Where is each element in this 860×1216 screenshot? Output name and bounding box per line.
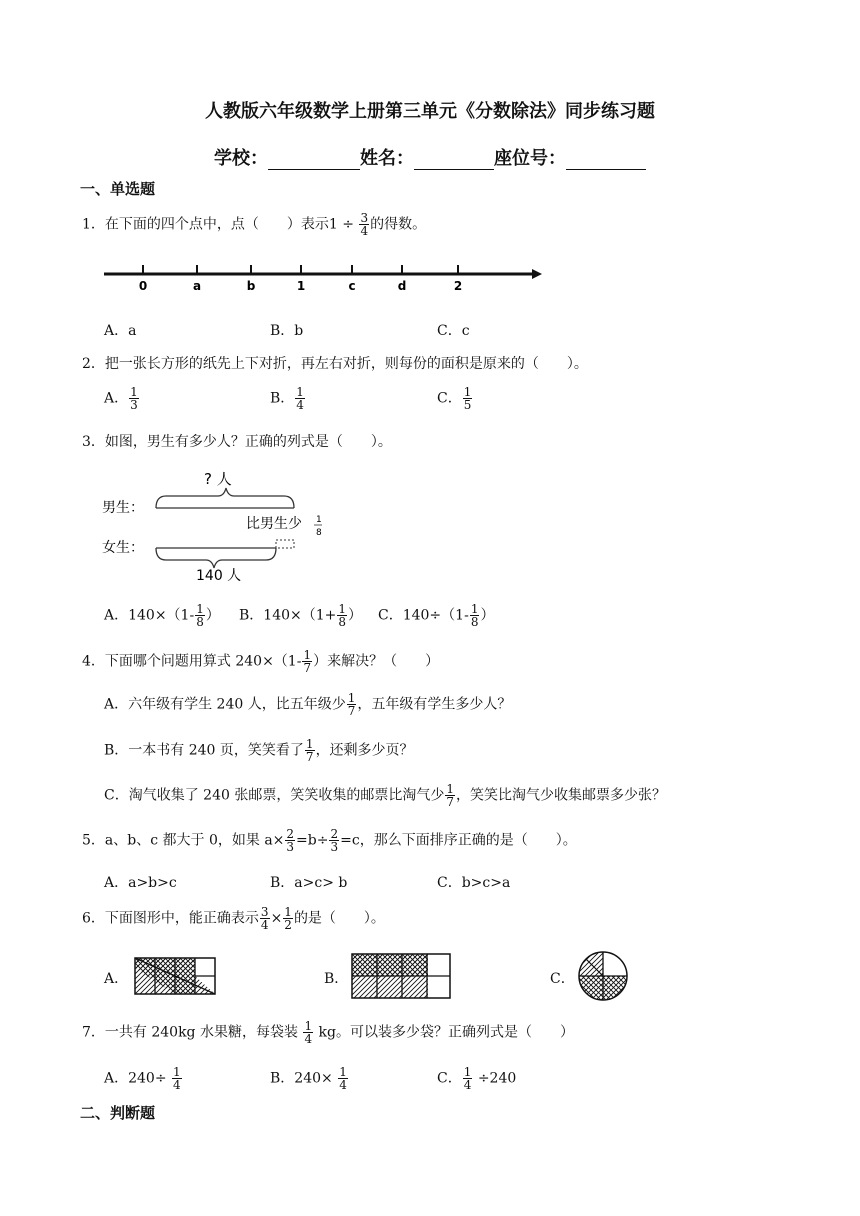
school-field[interactable]: [268, 151, 360, 170]
page-title: 人教版六年级数学上册第三单元《分数除法》同步练习题: [205, 101, 655, 122]
compare-label: 比男生少: [246, 516, 302, 532]
girls-brace: [156, 548, 276, 568]
number-line-label: b: [246, 279, 256, 293]
compare-fraction-numerator: 1: [316, 515, 322, 525]
q5-option-b[interactable]: B．a>c> b: [270, 875, 348, 891]
school-label: 学校：: [214, 148, 268, 169]
question-7: 7．一共有 240kg 水果糖，每袋装 $\frac{1}{4}$ kg。可以装多少袋？正确列式是（ ）: [82, 1019, 574, 1046]
seat-field[interactable]: [566, 151, 646, 170]
compare-fraction-denominator: 8: [316, 528, 322, 538]
boys-unknown-label: ? 人: [204, 470, 232, 488]
question-5: 5．a、b、c 都大于 0，如果 a× $\frac{2}{3}$ =b÷ $\frac{2}{3}$ =c，那么下面排序正确的是（ ）。: [82, 827, 577, 854]
q7-option-b[interactable]: B．240× $\frac{1}{4}$: [270, 1065, 347, 1092]
q7-option-c[interactable]: C． $\frac{1}{4}$ ÷240: [437, 1065, 517, 1092]
girls-missing-part: [276, 540, 294, 548]
q3-option-c[interactable]: C．140÷（1- $\frac{1}{8}$ ）: [378, 602, 495, 629]
question-1-text: 1．在下面的四个点中，点（ ）表示: [82, 216, 329, 233]
q3-option-a[interactable]: A．140×（1- $\frac{1}{8}$ ）: [104, 602, 220, 629]
q6-option-a[interactable]: A．: [104, 971, 129, 987]
boys-label: 男生：: [102, 500, 144, 516]
q1-option-b[interactable]: B．b: [270, 323, 304, 339]
question-4: 4．下面哪个问题用算式 240×（1- $\frac{1}{7}$ ）来解决？（ ）: [82, 648, 440, 675]
q1-option-a[interactable]: A．a: [104, 323, 137, 339]
section-title-true-false: 二、判断题: [80, 1104, 156, 1122]
q6-option-b[interactable]: B．: [324, 971, 349, 987]
question-1: [82, 212, 426, 237]
q1-option-c[interactable]: C．c: [437, 323, 470, 339]
q6-figure-a[interactable]: [133, 956, 217, 996]
question-2: 2．把一张长方形的纸先上下对折，再左右对折，则每份的面积是原来的（ ）。: [82, 356, 588, 372]
number-line-label: 1: [296, 279, 306, 293]
q3-option-b[interactable]: B．140×（1+ $\frac{1}{8}$ ）: [239, 602, 363, 629]
number-line-label: 2: [453, 279, 463, 293]
number-line-label: c: [348, 279, 356, 293]
q6-figure-b[interactable]: [350, 952, 452, 1000]
q5-option-a[interactable]: A．a>b>c: [104, 875, 177, 891]
section-title-single-choice: 一、单选题: [80, 180, 156, 198]
question-3: 3．如图，男生有多少人？正确的列式是（ ）。: [82, 434, 392, 450]
q2-option-b[interactable]: B． $\frac{1}{4}$: [270, 385, 304, 412]
q7-option-a[interactable]: A．240÷ $\frac{1}{4}$: [104, 1065, 181, 1092]
line-segment-diagram: [100, 466, 340, 586]
question-6: 6．下面图形中，能正确表示 $\frac{3}{4}$ × $\frac{1}{2}$ 的是（ ）。: [82, 905, 385, 932]
number-line-label: a: [192, 279, 202, 293]
number-line-arrow: [532, 269, 542, 279]
question-1-expression: 1 ÷: [328, 216, 359, 233]
q6-option-c[interactable]: C．: [550, 971, 575, 987]
q2-option-c[interactable]: C． $\frac{1}{5}$: [437, 385, 472, 412]
q4-option-c[interactable]: C．淘气收集了 240 张邮票，笑笑收集的邮票比淘气少 $\frac{1}{7}$ ，笑笑比淘气少收集邮票多少张？: [104, 782, 666, 809]
question-1-fraction: $\frac{3}{4}$: [360, 211, 369, 238]
question-1-text-end: 的得数。: [370, 216, 427, 233]
q6-figure-c[interactable]: [576, 950, 630, 1002]
boys-brace: [156, 488, 294, 508]
name-label: 姓名：: [360, 148, 414, 169]
number-line-label: d: [397, 279, 407, 293]
q5-option-c[interactable]: C．b>c>a: [437, 875, 511, 891]
girls-count-label: 140 人: [196, 568, 242, 584]
q2-option-a[interactable]: A． $\frac{1}{3}$: [104, 385, 138, 412]
number-line: [100, 260, 550, 296]
student-info-line: [0, 144, 860, 170]
q4-option-b[interactable]: B．一本书有 240 页，笑笑看了 $\frac{1}{7}$ ，还剩多少页？: [104, 737, 414, 764]
name-field[interactable]: [414, 151, 494, 170]
q4-option-a[interactable]: A．六年级有学生 240 人，比五年级少 $\frac{1}{7}$ ，五年级有学生多少人？: [104, 691, 512, 718]
seat-label: 座位号：: [494, 148, 566, 169]
girls-label: 女生：: [102, 540, 144, 556]
number-line-label: 0: [138, 279, 148, 293]
